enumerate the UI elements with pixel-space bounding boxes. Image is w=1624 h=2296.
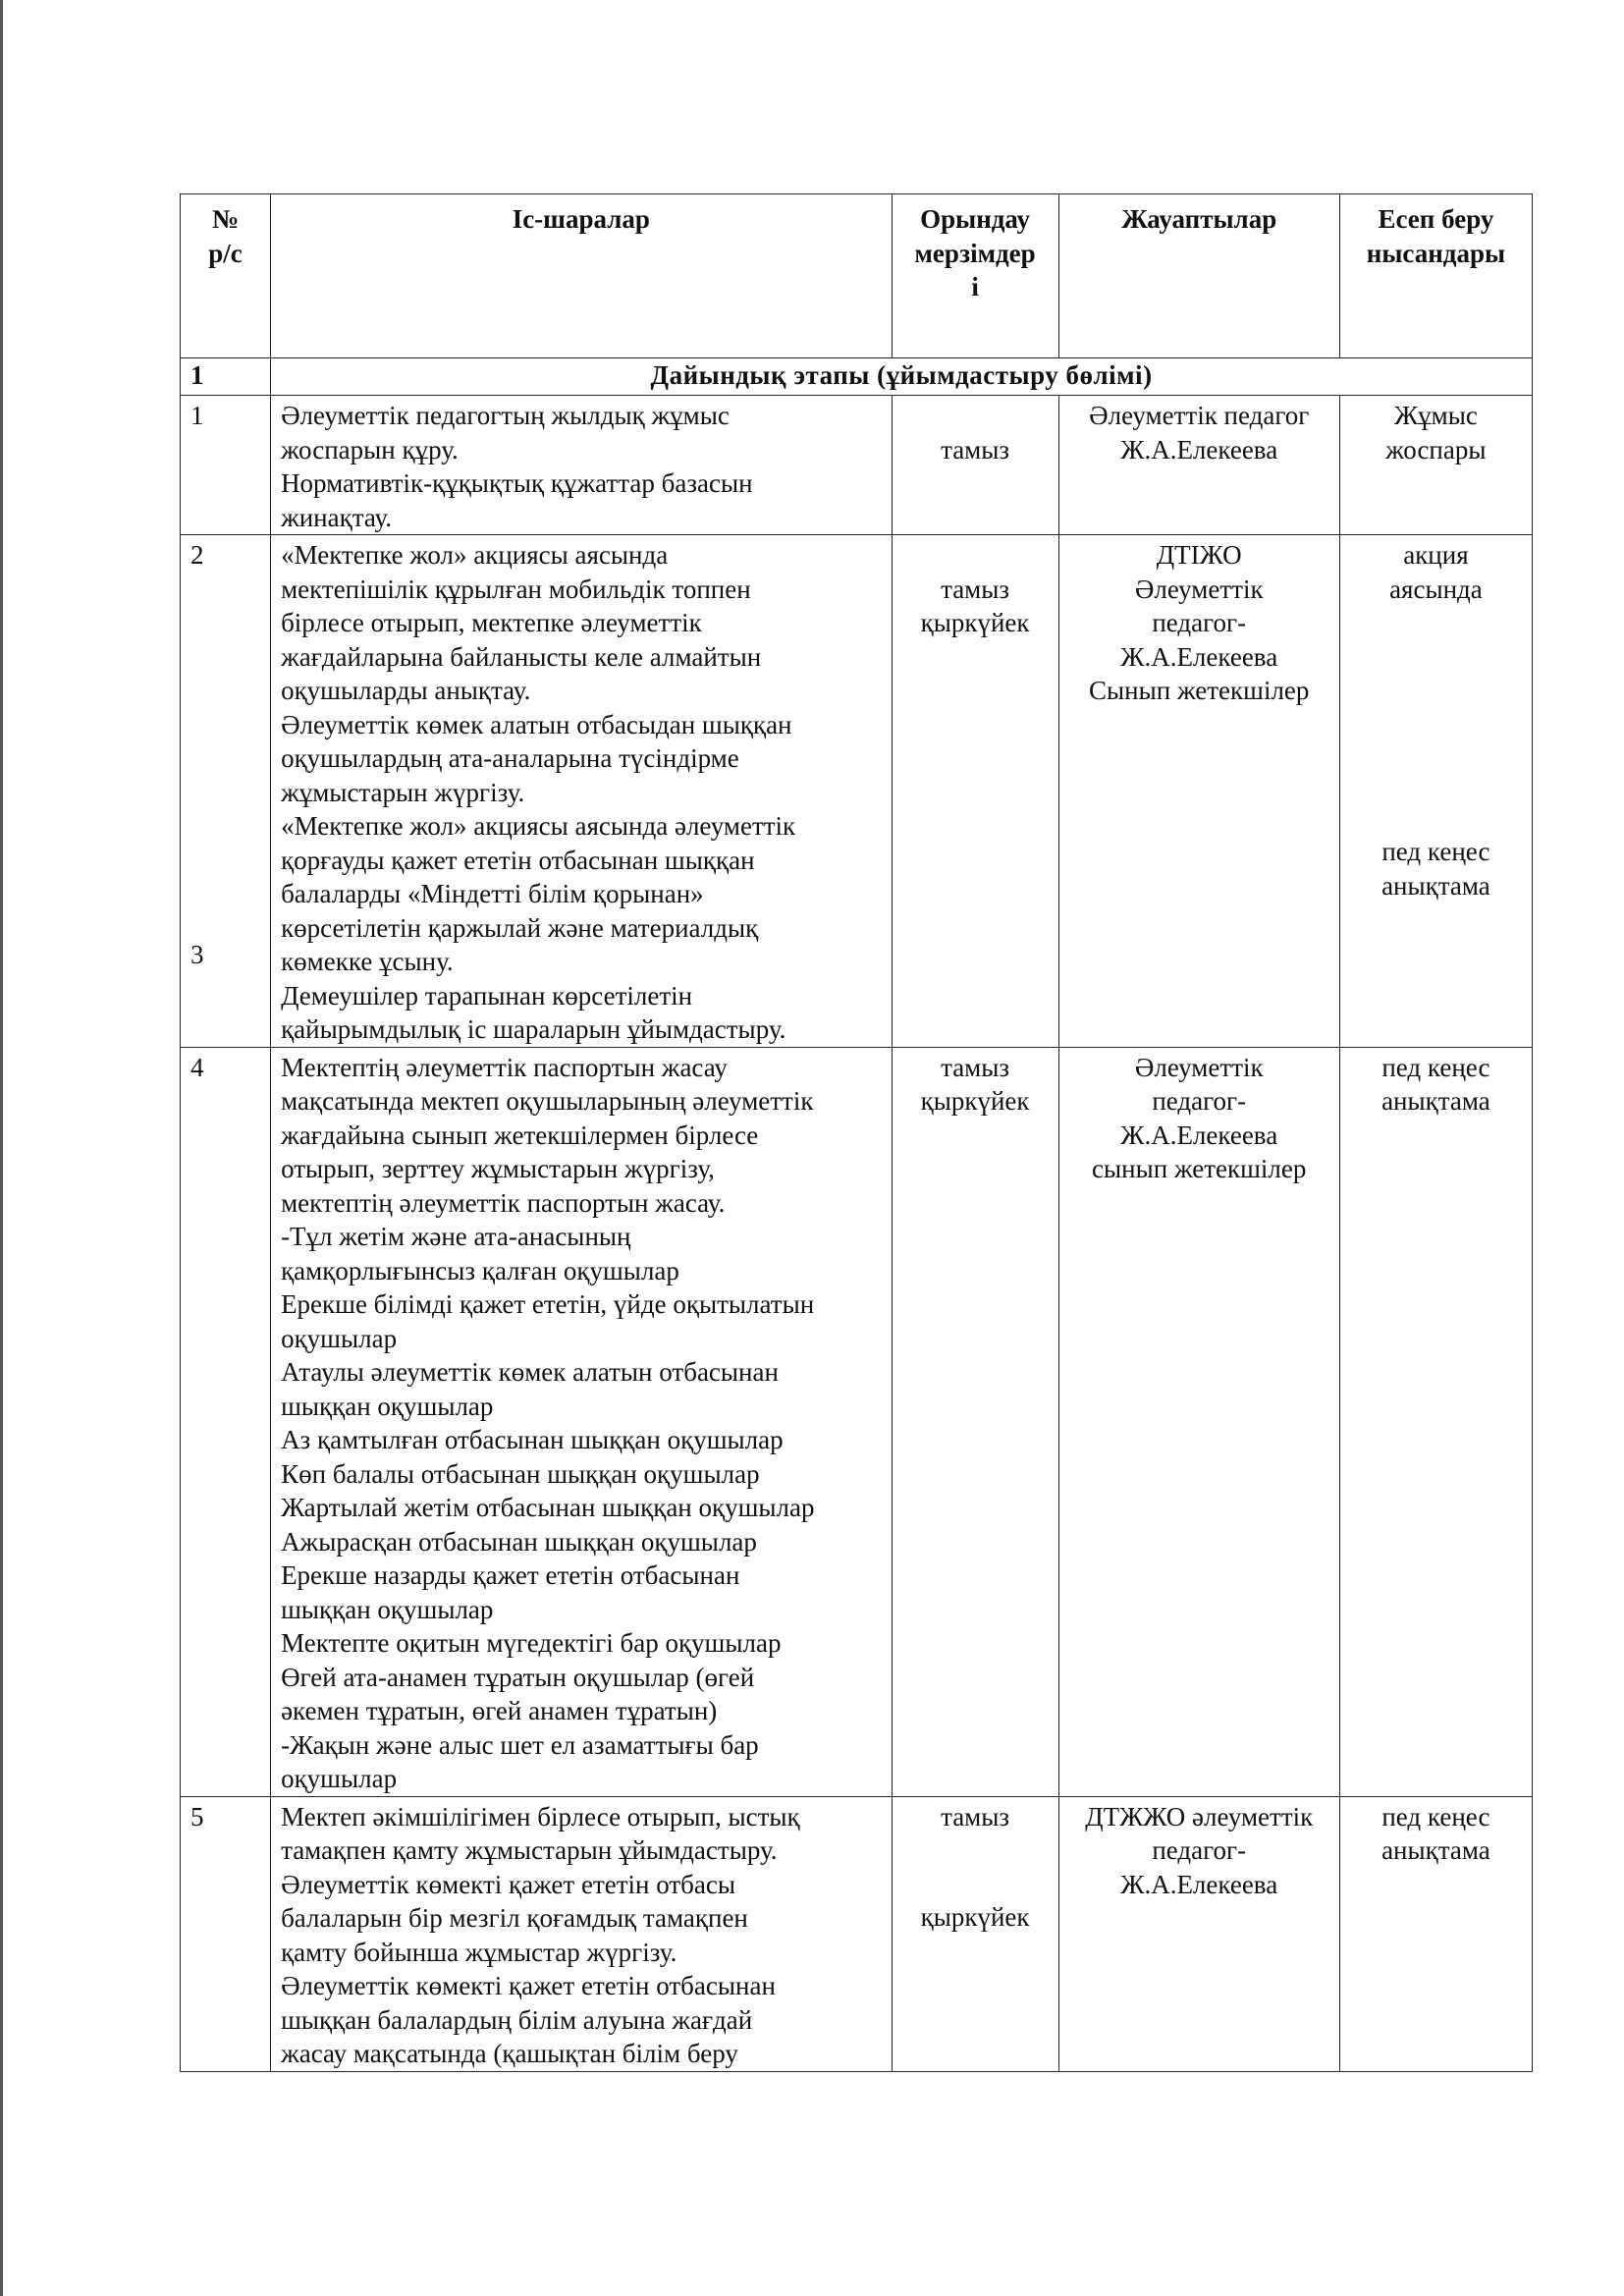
activity-line: -Тұл жетім және ата-анасының <box>281 1222 631 1251</box>
deadline-line: қыркүйек <box>920 1902 1030 1932</box>
activity-line: жағдайына сынып жетекшілермен бірлесе <box>281 1120 759 1150</box>
report-line: жоспары <box>1385 434 1487 465</box>
activity-line: жоспарын құру. <box>281 434 459 465</box>
activity-line: мектептің әлеуметтік паспортын жасау. <box>281 1187 726 1218</box>
activity-line: жасау мақсатында (қашықтан білім беру <box>281 2039 738 2068</box>
activity-line: Демеушілер тарапынан көрсетілетін <box>281 980 693 1011</box>
activity-line: Нормативтік-құқықтық құжаттар базасын <box>281 468 753 498</box>
activity-line: көрсетілетін қаржылай және материалдық <box>281 912 759 943</box>
responsible-line: педагог- <box>1152 608 1247 637</box>
activity-line: жағдайларына байланысты келе алмайтын <box>281 641 762 672</box>
activity-line: Әлеуметтік көмекті қажет ететін отбасынан <box>281 1971 776 2000</box>
responsible-line: Ж.А.Елекеева <box>1120 1869 1278 1899</box>
row-num-3: 3 <box>190 939 204 969</box>
activity-line: шыққан оқушылар <box>281 1594 494 1624</box>
activities-cell <box>271 1796 892 2071</box>
deadline-line: тамыз <box>941 434 1010 465</box>
responsible-line: Сынып жетекшілер <box>1089 676 1310 705</box>
activity-line: бірлесе отырып, мектепке әлеуметтік <box>281 608 702 637</box>
header-report-line: нысандары <box>1366 238 1506 268</box>
table-header-row <box>181 194 1533 358</box>
deadline-lower <box>902 1900 1049 1935</box>
report-cell <box>1339 396 1532 535</box>
header-num <box>181 194 271 358</box>
responsible-line: Ж.А.Елекеева <box>1120 641 1278 672</box>
deadline-cell <box>892 1047 1058 1796</box>
report-line: пед кеңес <box>1381 837 1490 866</box>
header-deadline-line: і <box>971 272 979 301</box>
activity-line: Әлеуметтік көмек алатын отбасыдан шыққан <box>281 709 792 739</box>
activity-line: Өгей ата-анамен тұратын оқушылар (өгей <box>281 1662 755 1692</box>
header-deadline-line: Орындау <box>920 204 1031 234</box>
activity-line: Ажырасқан отбасынан шыққан оқушылар <box>281 1526 757 1557</box>
activity-line: Ерекше білімді қажет ететін, үйде оқытылатын <box>281 1289 815 1319</box>
activity-line: балаларын бір мезгіл қоғамдық тамақпен <box>281 1903 748 1933</box>
report-cell <box>1339 535 1532 1048</box>
responsible-line: Әлеуметтік педагог <box>1089 401 1310 430</box>
activity-plan-table <box>180 193 1533 2072</box>
header-num-line: р/с <box>208 238 243 268</box>
activity-line: қамқорлығынсыз қалған оқушылар <box>281 1255 679 1285</box>
activities-cell <box>271 1047 892 1796</box>
header-activities-label: Іс-шаралар <box>512 204 650 234</box>
row-num: 1 <box>181 396 271 535</box>
report-line: Жұмыс <box>1393 401 1478 430</box>
activity-line: тамақпен қамту жұмыстарын ұйымдастыру. <box>281 1835 778 1865</box>
activity-line: қорғауды қажет ететін отбасынан шыққан <box>281 845 755 875</box>
activities-cell <box>271 396 892 535</box>
report-lower <box>1350 835 1522 902</box>
scan-edge <box>0 0 3 2296</box>
header-report <box>1339 194 1532 358</box>
responsible-line: сынып жетекшілер <box>1092 1154 1307 1183</box>
responsible-cell <box>1058 535 1339 1048</box>
header-num-line: № <box>211 204 240 234</box>
activity-line: Жартылай жетім отбасынан шыққан оқушылар <box>281 1493 815 1522</box>
header-activities <box>271 194 892 358</box>
activity-line: шыққан оқушылар <box>281 1391 494 1421</box>
row-num: 5 <box>181 1796 271 2071</box>
responsible-line: Ж.А.Елекеева <box>1120 434 1278 465</box>
report-line: пед кеңес <box>1381 1052 1490 1082</box>
deadline-line: қыркүйек <box>920 1086 1030 1116</box>
deadline-line: қыркүйек <box>920 608 1030 637</box>
responsible-line: Әлеуметтік <box>1134 1052 1264 1082</box>
activity-line: қамту бойынша жұмыстар жүргізу. <box>281 1937 677 1967</box>
deadline-line: тамыз <box>941 1801 1010 1831</box>
activity-line: мектепішілік құрылған мобильдік топпен <box>281 574 751 604</box>
activity-line: Әлеуметтік көмекті қажет ететін отбасы <box>281 1869 736 1899</box>
table-row <box>181 396 1533 535</box>
activity-line: «Мектепке жол» акциясы аясында әлеуметтік <box>281 811 796 841</box>
responsible-line: педагог- <box>1152 1086 1247 1116</box>
activity-line: Атаулы әлеуметтік көмек алатын отбасынан <box>281 1357 779 1387</box>
activity-line: Әлеуметтік педагогтың жылдық жұмыс <box>281 401 730 430</box>
responsible-cell <box>1058 1796 1339 2071</box>
stage-row <box>181 358 1533 396</box>
activity-line: Мектепте оқитын мүгедектігі бар оқушылар <box>281 1628 782 1658</box>
activity-line: Мектеп әкімшілігімен бірлесе отырып, ыстық <box>281 1801 800 1831</box>
responsible-line: ДТЖЖО әлеуметтік <box>1085 1801 1314 1831</box>
stage-num: 1 <box>181 358 271 396</box>
report-line: анықтама <box>1381 1835 1490 1865</box>
row-num-2: 2 <box>190 540 204 570</box>
table-row <box>181 1047 1533 1796</box>
responsible-cell <box>1058 1047 1339 1796</box>
activity-line: оқушылар <box>281 1323 398 1353</box>
activity-line: -Жақын және алыс шет ел азаматтығы бар <box>281 1729 759 1760</box>
activity-line: жинақтау. <box>281 502 393 532</box>
activity-line: Аз қамтылған отбасынан шыққан оқушылар <box>281 1425 784 1454</box>
activity-line: отырып, зерттеу жұмыстарын жүргізу, <box>281 1154 715 1183</box>
report-line: пед кеңес <box>1381 1801 1490 1831</box>
deadline-line: тамыз <box>941 1052 1010 1082</box>
header-responsible-label: Жауаптылар <box>1121 204 1277 234</box>
deadline-line: тамыз <box>941 574 1010 604</box>
header-report-line: Есеп беру <box>1378 204 1494 234</box>
activity-line: Мектептің әлеуметтік паспортын жасау <box>281 1052 728 1082</box>
header-deadline <box>892 194 1058 358</box>
report-line: акция <box>1403 540 1469 570</box>
responsible-line: Әлеуметтік <box>1134 574 1264 604</box>
activity-line: оқушылар <box>281 1764 398 1793</box>
table-row <box>181 1796 1533 2071</box>
activity-line: Ерекше назарды қажет ететін отбасынан <box>281 1560 740 1590</box>
responsible-cell <box>1058 396 1339 535</box>
activity-line: жұмыстарын жүргізу. <box>281 777 525 807</box>
header-responsible <box>1058 194 1339 358</box>
report-line: анықтама <box>1381 870 1490 901</box>
activities-cell <box>271 535 892 1048</box>
report-line: аясында <box>1389 574 1483 604</box>
report-line: анықтама <box>1381 1086 1490 1116</box>
activity-line: мақсатында мектеп оқушыларының әлеуметтік <box>281 1086 814 1116</box>
activity-line: көмекке ұсыну. <box>281 947 454 976</box>
activity-line: «Мектепке жол» акциясы аясында <box>281 540 669 570</box>
table-row <box>181 535 1533 1048</box>
responsible-line: Ж.А.Елекеева <box>1120 1120 1278 1150</box>
activity-line: әкемен тұратын, өгей анамен тұратын) <box>281 1696 718 1725</box>
deadline-cell <box>892 1796 1058 2071</box>
row-num: 4 <box>181 1047 271 1796</box>
header-deadline-line: мерзімдер <box>914 238 1036 268</box>
report-cell <box>1339 1047 1532 1796</box>
activity-line: балаларды «Міндетті білім қорынан» <box>281 879 704 908</box>
activity-line: қайырымдылық іс шараларын ұйымдастыру. <box>281 1014 786 1044</box>
stage-title: Дайындық этапы (ұйымдастыру бөлімі) <box>271 358 1533 396</box>
deadline-cell <box>892 535 1058 1048</box>
row-num <box>181 535 271 1048</box>
report-cell <box>1339 1796 1532 2071</box>
responsible-line: педагог- <box>1152 1835 1247 1865</box>
activity-line: шыққан балалардың білім алуына жағдай <box>281 2004 753 2035</box>
activity-line: оқушыларды анықтау. <box>281 676 531 705</box>
deadline-cell <box>892 396 1058 535</box>
responsible-line: ДТІЖО <box>1156 540 1242 570</box>
activity-line: Көп балалы отбасынан шыққан оқушылар <box>281 1458 760 1489</box>
activity-line: оқушылардың ата-аналарына түсіндірме <box>281 743 739 773</box>
